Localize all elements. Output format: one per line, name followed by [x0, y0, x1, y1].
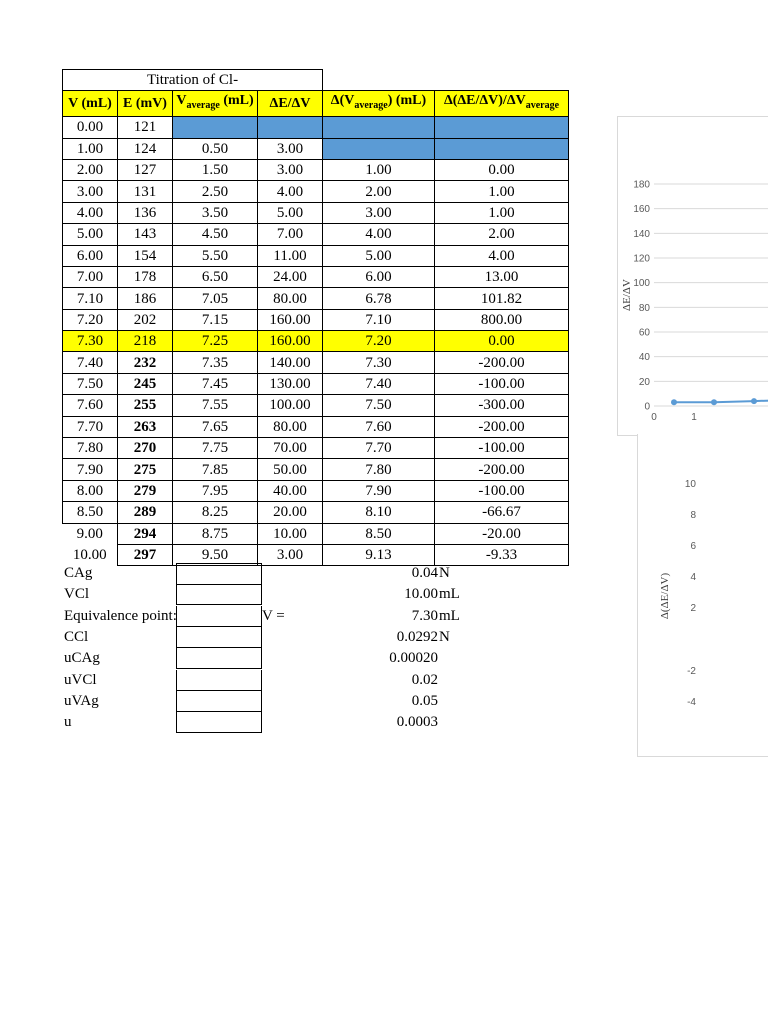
volume-cell[interactable]: 7.70: [63, 416, 118, 437]
summary-label: CCl: [64, 628, 89, 645]
table-row: [63, 117, 569, 138]
volume-cell[interactable]: 7.30: [63, 331, 118, 352]
y-tick-label: 80: [638, 302, 650, 314]
summary-label: uCAg: [64, 650, 100, 667]
summary-row: [62, 584, 482, 605]
v-average-cell[interactable]: 8.25: [173, 502, 258, 523]
de-dv-cell[interactable]: 140.00: [258, 352, 323, 373]
potential-cell[interactable]: 263: [118, 416, 173, 437]
dv-average-cell[interactable]: 7.30: [323, 352, 435, 373]
dv-average-cell[interactable]: 3.00: [323, 202, 435, 223]
summary-label: uVAg: [64, 692, 99, 709]
v-average-cell[interactable]: 7.95: [173, 480, 258, 501]
potential-cell[interactable]: 275: [118, 459, 173, 480]
table-row: [63, 202, 569, 223]
x-tick-label: 1: [691, 412, 697, 423]
v-average-cell[interactable]: 1.50: [173, 159, 258, 180]
de-dv-cell[interactable]: [258, 117, 323, 138]
dv-average-cell[interactable]: 7.90: [323, 480, 435, 501]
volume-cell[interactable]: 10.00: [72, 547, 107, 564]
volume-cell[interactable]: 8.50: [63, 502, 118, 523]
potential-cell[interactable]: 218: [118, 331, 173, 352]
summary-unit: mL: [439, 586, 460, 603]
v-average-cell[interactable]: 7.35: [173, 352, 258, 373]
dv-average-cell[interactable]: 7.70: [323, 438, 435, 459]
de-dv-cell[interactable]: 80.00: [258, 416, 323, 437]
summary-row: [62, 606, 482, 627]
v-average-cell[interactable]: 6.50: [173, 266, 258, 287]
potential-cell[interactable]: 136: [118, 202, 173, 223]
x-tick-label: 0: [651, 412, 657, 423]
summary-label: u: [64, 714, 72, 731]
v-average-cell[interactable]: 0.50: [173, 138, 258, 159]
input-cell[interactable]: [176, 563, 262, 585]
y-tick-label: 2: [690, 603, 696, 614]
y-tick-label: 0: [644, 401, 650, 413]
summary-value[interactable]: 0.04: [411, 565, 438, 581]
table-row: [63, 266, 569, 287]
second-derivative-cell[interactable]: -200.00: [435, 416, 569, 437]
titration-table: [62, 69, 569, 566]
v-average-cell[interactable]: 7.85: [173, 459, 258, 480]
y-tick-label: 60: [638, 327, 650, 339]
summary-value[interactable]: 10.00: [404, 586, 438, 603]
v-average-cell[interactable]: 7.25: [173, 331, 258, 352]
potential-cell[interactable]: 131: [118, 181, 173, 202]
de-dv-cell[interactable]: 3.00: [258, 159, 323, 180]
dv-average-cell[interactable]: 7.10: [323, 309, 435, 330]
table-row: [63, 502, 569, 523]
y-tick-label: 140: [633, 228, 650, 240]
summary-unit: N: [439, 628, 450, 645]
header-row: [63, 91, 569, 117]
dv-average-cell[interactable]: 5.00: [323, 245, 435, 266]
table-row: [63, 523, 569, 544]
dv-average-cell[interactable]: 7.40: [323, 373, 435, 394]
second-derivative-cell[interactable]: -100.00: [435, 480, 569, 501]
v-average-cell[interactable]: 8.75: [173, 523, 258, 544]
second-derivative-cell[interactable]: -200.00: [435, 459, 569, 480]
dv-average-cell[interactable]: 2.00: [323, 181, 435, 202]
summary-value[interactable]: 0.00020: [389, 650, 438, 667]
column-header[interactable]: $\Delta(\Delta E/\Delta V)/\Delta V_{average}$: [435, 91, 569, 117]
y-tick-label: 160: [633, 204, 650, 216]
summary-unit: mL: [439, 607, 460, 624]
potential-cell[interactable]: 270: [118, 438, 173, 459]
volume-cell[interactable]: 1.00: [63, 138, 118, 159]
volume-cell[interactable]: 8.00: [63, 480, 118, 501]
v-average-cell[interactable]: 9.50: [173, 545, 258, 566]
second-derivative-cell[interactable]: -200.00: [435, 352, 569, 373]
column-header[interactable]: ΔE/ΔV: [258, 91, 323, 117]
column-header[interactable]: $V_{average}$ (mL): [173, 91, 258, 117]
potential-cell[interactable]: 255: [118, 395, 173, 416]
potential-cell[interactable]: 154: [118, 245, 173, 266]
second-derivative-cell[interactable]: 1.00: [435, 181, 569, 202]
table-row: [63, 416, 569, 437]
potential-cell[interactable]: 124: [118, 138, 173, 159]
second-derivative-cell[interactable]: -9.33: [435, 545, 569, 566]
de-dv-cell[interactable]: 130.00: [258, 373, 323, 394]
volume-cell[interactable]: 7.00: [63, 266, 118, 287]
y-tick-label: 6: [690, 541, 696, 552]
table-row: [63, 438, 569, 459]
de-dv-cell[interactable]: 4.00: [258, 181, 323, 202]
de-dv-cell[interactable]: 11.00: [258, 245, 323, 266]
y-axis-label: Δ(ΔE/ΔV): [659, 572, 671, 620]
dv-average-cell[interactable]: 7.60: [323, 416, 435, 437]
potential-cell[interactable]: 232: [118, 352, 173, 373]
summary-row: [62, 627, 482, 648]
y-axis-label: ΔE/ΔV: [621, 279, 633, 311]
summary-value[interactable]: 7.30: [411, 607, 438, 624]
table-row: [63, 159, 569, 180]
summary-label: CAg: [64, 565, 93, 581]
potential-cell[interactable]: 279: [118, 480, 173, 501]
input-cell[interactable]: [176, 691, 262, 712]
volume-cell[interactable]: 4.00: [63, 202, 118, 223]
table-row: [63, 352, 569, 373]
second-derivative-cell[interactable]: 0.00: [435, 159, 569, 180]
data-point: [711, 399, 717, 405]
summary-label: uVCl: [64, 671, 97, 688]
table-title: Titration of Cl-: [63, 70, 323, 91]
table-row: [63, 138, 569, 159]
y-tick-label: 8: [690, 510, 696, 521]
table-row: [63, 480, 569, 501]
potential-cell[interactable]: 297: [118, 545, 173, 566]
second-derivative-cell[interactable]: 1.00: [435, 202, 569, 223]
potential-cell[interactable]: 245: [118, 373, 173, 394]
v-average-cell[interactable]: 5.50: [173, 245, 258, 266]
y-tick-label: 100: [633, 278, 650, 290]
input-cell[interactable]: [176, 648, 262, 669]
dv-average-cell[interactable]: 4.00: [323, 224, 435, 245]
summary-label: VCl: [64, 586, 90, 603]
dv-average-cell[interactable]: 6.00: [323, 266, 435, 287]
potential-cell[interactable]: 121: [118, 117, 173, 138]
de-dv-cell[interactable]: 100.00: [258, 395, 323, 416]
potential-cell[interactable]: 289: [118, 502, 173, 523]
summary-row: [62, 563, 482, 584]
de-dv-cell[interactable]: 40.00: [258, 480, 323, 501]
v-average-cell[interactable]: 7.15: [173, 309, 258, 330]
input-cell[interactable]: [176, 627, 262, 648]
second-derivative-cell[interactable]: -100.00: [435, 373, 569, 394]
summary-row: [62, 712, 482, 733]
dv-average-cell[interactable]: 7.20: [323, 331, 435, 352]
v-average-cell[interactable]: 7.65: [173, 416, 258, 437]
data-point: [751, 398, 757, 404]
y-tick-label: 180: [633, 179, 650, 191]
v-average-cell[interactable]: 7.75: [173, 438, 258, 459]
v-average-cell[interactable]: 4.50: [173, 224, 258, 245]
de-dv-cell[interactable]: 7.00: [258, 224, 323, 245]
de-dv-cell[interactable]: 160.00: [258, 309, 323, 330]
dv-average-cell[interactable]: 1.00: [323, 159, 435, 180]
de-dv-cell[interactable]: 3.00: [258, 545, 323, 566]
second-derivative-cell[interactable]: 4.00: [435, 245, 569, 266]
summary-value[interactable]: 0.0292: [396, 628, 438, 645]
de-dv-cell[interactable]: 20.00: [258, 502, 323, 523]
v-average-cell[interactable]: 7.45: [173, 373, 258, 394]
volume-cell[interactable]: 3.00: [63, 181, 118, 202]
summary-unit: N: [439, 565, 450, 581]
v-average-cell[interactable]: 2.50: [173, 181, 258, 202]
input-cell[interactable]: [176, 606, 262, 627]
second-derivative-chart[interactable]: [637, 434, 768, 757]
v-average-cell[interactable]: 7.55: [173, 395, 258, 416]
de-dv-cell[interactable]: 24.00: [258, 266, 323, 287]
second-derivative-cell[interactable]: 2.00: [435, 224, 569, 245]
column-header[interactable]: V (mL): [63, 91, 118, 117]
y-tick-label: 4: [690, 572, 696, 583]
second-derivative-cell[interactable]: [435, 138, 569, 159]
dv-average-cell[interactable]: 9.13: [323, 545, 435, 566]
summary-value[interactable]: 0.0003: [396, 714, 438, 731]
table-row: [63, 181, 569, 202]
summary-value[interactable]: 0.02: [411, 671, 438, 688]
volume-cell[interactable]: 0.00: [63, 117, 118, 138]
dv-average-cell[interactable]: 7.50: [323, 395, 435, 416]
series-line: [674, 209, 768, 403]
table-row: [63, 459, 569, 480]
summary-mid-label: V =: [262, 607, 285, 624]
input-cell[interactable]: [176, 670, 262, 691]
summary-row: [62, 648, 482, 669]
table-row: [63, 288, 569, 309]
v-average-cell[interactable]: 7.05: [173, 288, 258, 309]
second-derivative-cell[interactable]: -100.00: [435, 438, 569, 459]
dv-average-cell[interactable]: [323, 138, 435, 159]
volume-cell[interactable]: 7.90: [63, 459, 118, 480]
table-row: [63, 373, 569, 394]
summary-value[interactable]: 0.05: [411, 692, 438, 709]
dv-average-cell[interactable]: 6.78: [323, 288, 435, 309]
y-tick-label: 20: [638, 376, 650, 388]
potential-cell[interactable]: 294: [118, 523, 173, 544]
second-derivative-cell[interactable]: 13.00: [435, 266, 569, 287]
potential-cell[interactable]: 186: [118, 288, 173, 309]
derivative-chart[interactable]: [617, 116, 768, 436]
potential-cell[interactable]: 178: [118, 266, 173, 287]
y-tick-label: -4: [687, 697, 696, 708]
table-row: [63, 395, 569, 416]
potential-cell[interactable]: 143: [118, 224, 173, 245]
de-dv-cell[interactable]: 70.00: [258, 438, 323, 459]
column-header[interactable]: $\Delta(V_{average})$ (mL): [323, 91, 435, 117]
de-dv-cell[interactable]: 3.00: [258, 138, 323, 159]
volume-cell[interactable]: 6.00: [63, 245, 118, 266]
table-row: [63, 309, 569, 330]
second-derivative-cell[interactable]: 101.82: [435, 288, 569, 309]
volume-cell[interactable]: 2.00: [63, 159, 118, 180]
de-dv-cell[interactable]: 50.00: [258, 459, 323, 480]
summary-label: Equivalence point:: [64, 607, 177, 624]
second-derivative-cell[interactable]: 0.00: [435, 331, 569, 352]
table-row: [63, 331, 569, 352]
y-tick-label: 40: [638, 352, 650, 364]
input-cell[interactable]: [176, 712, 262, 733]
volume-cell[interactable]: 7.60: [63, 395, 118, 416]
second-derivative-cell[interactable]: 800.00: [435, 309, 569, 330]
volume-cell[interactable]: 7.40: [63, 352, 118, 373]
dv-average-cell[interactable]: 8.10: [323, 502, 435, 523]
table-row: [63, 224, 569, 245]
v-average-cell[interactable]: 3.50: [173, 202, 258, 223]
de-dv-cell[interactable]: 80.00: [258, 288, 323, 309]
de-dv-cell[interactable]: 160.00: [258, 331, 323, 352]
input-cell[interactable]: [176, 584, 262, 605]
de-dv-cell[interactable]: 10.00: [258, 523, 323, 544]
de-dv-cell[interactable]: 5.00: [258, 202, 323, 223]
potential-cell[interactable]: 127: [118, 159, 173, 180]
volume-cell[interactable]: 9.00: [76, 526, 103, 543]
second-derivative-cell[interactable]: -300.00: [435, 395, 569, 416]
y-tick-label: 10: [684, 479, 696, 490]
data-point: [671, 399, 677, 405]
table-row: [63, 245, 569, 266]
second-derivative-cell[interactable]: -66.67: [435, 502, 569, 523]
y-tick-label: 120: [633, 253, 650, 265]
second-derivative-cell[interactable]: [435, 117, 569, 138]
volume-cell[interactable]: 7.80: [63, 438, 118, 459]
potential-cell[interactable]: 202: [118, 309, 173, 330]
column-header[interactable]: E (mV): [118, 91, 173, 117]
summary-row: [62, 670, 482, 691]
summary-row: [62, 691, 482, 712]
dv-average-cell[interactable]: 8.50: [323, 523, 435, 544]
dv-average-cell[interactable]: [323, 117, 435, 138]
y-tick-label: -2: [687, 666, 696, 677]
dv-average-cell[interactable]: 7.80: [323, 459, 435, 480]
title-row: [63, 70, 569, 91]
volume-cell[interactable]: 7.10: [63, 288, 118, 309]
volume-cell[interactable]: 7.20: [63, 309, 118, 330]
second-derivative-cell[interactable]: -20.00: [435, 523, 569, 544]
v-average-cell[interactable]: [173, 117, 258, 138]
volume-cell[interactable]: 7.50: [63, 373, 118, 394]
volume-cell[interactable]: 5.00: [63, 224, 118, 245]
